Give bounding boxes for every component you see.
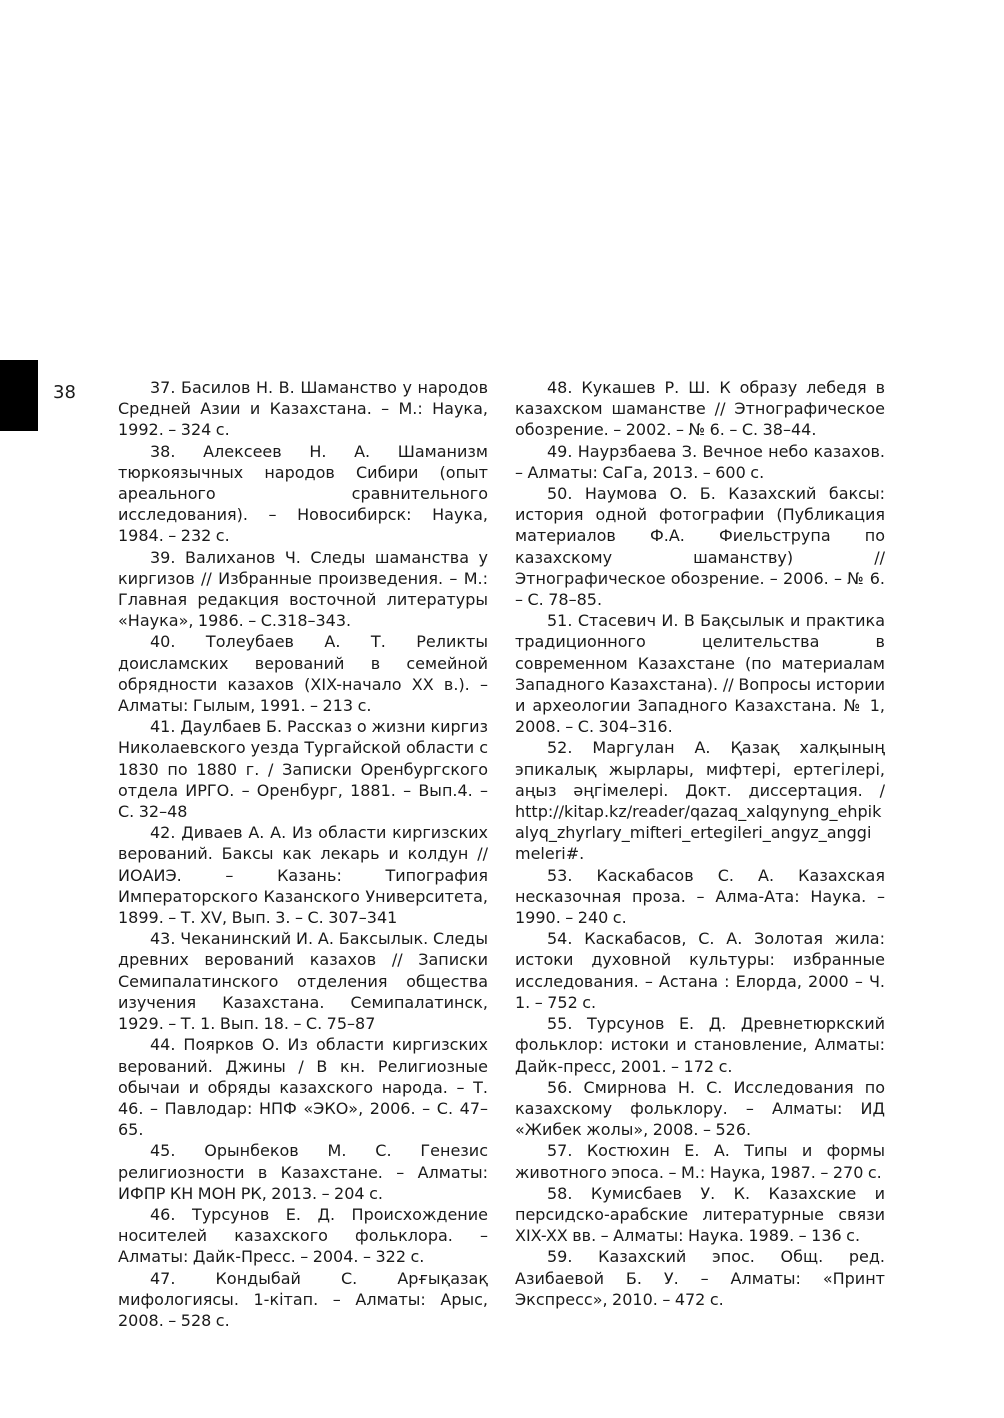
- reference-item: 39. Валиханов Ч. Следы шаманства у киргизов // Избранные произведения. – М.: Главная редакция восточной литературы «Наука», 1986. – С.318–343.: [118, 547, 488, 631]
- reference-item: 37. Басилов Н. В. Шаманство у народов Средней Азии и Казахстана. – М.: Наука, 1992. – 324 с.: [118, 378, 488, 440]
- reference-item: 46. Турсунов Е. Д. Происхождение носителей казахского фольклора. – Алматы: Дайк-Пресс. – 2004. – 322 с.: [118, 1204, 488, 1267]
- reference-item: 51. Стасевич И. В Бақсылык и практика традиционного целительства в современном Казахстане (по материалам Западного Казахстана). // Вопросы истории и археологии Западного Казахстана. № 1, 2008. – С. 304–316.: [515, 611, 885, 737]
- reference-item: 43. Чеканинский И. А. Баксылык. Следы древних верований казахов // Записки Семипалатинского отделения общества изучения Казахстана. Семипалатинск, 1929. – Т. 1. Вып. 18. – С. 75–87: [118, 929, 488, 1034]
- references-left-column: [118, 377, 488, 1331]
- reference-item: 53. Каскабасов С. А. Казахская несказочная проза. – Алма-Ата: Наука. – 1990. – 240 с.: [515, 865, 885, 928]
- reference-item: 59. Казахский эпос. Общ. ред. Азибаевой Б. У. – Алматы: «Принт Экспресс», 2010. – 472 с.: [515, 1247, 885, 1309]
- page-number: 38: [53, 382, 76, 403]
- references-right-column: [515, 377, 885, 1310]
- reference-item: 52. Маргулан А. Қазақ халқының эпикалық жырлары, мифтері, ертегілері, аңыз әңгімелері. Докт. диссертация. / http://kitap.kz/reader/qazaq_xalqynyng_ehpikalyq_zhyrlary_mifteri_ertegileri_angyz_anggimeleri#.: [515, 738, 885, 864]
- reference-item: 56. Смирнова Н. С. Исследования по казахскому фольклору. – Алматы: ИД «Жибек жолы», 2008. – 526.: [515, 1077, 885, 1140]
- reference-item: 42. Диваев А. А. Из области киргизских верований. Баксы как лекарь и колдун // ИОАИЭ. – Казань: Типография Императорского Казанского Университета, 1899. – Т. XV, Вып. 3. – С. 307–341: [118, 823, 488, 928]
- reference-item: 54. Каскабасов, С. А. Золотая жила: истоки духовной культуры: избранные исследования. – Астана : Елорда, 2000 – Ч. 1. – 752 с.: [515, 929, 885, 1012]
- reference-item: 58. Кумисбаев У. К. Казахские и персидско-арабские литературные связи XIX-XX вв. – Алматы: Наука. 1989. – 136 с.: [515, 1183, 885, 1246]
- reference-item: 57. Костюхин Е. А. Типы и формы животного эпоса. – М.: Наука, 1987. – 270 с.: [515, 1141, 885, 1182]
- reference-item: 49. Наурзбаева З. Вечное небо казахов. – Алматы: СаГа, 2013. – 600 с.: [515, 441, 885, 482]
- reference-item: 48. Кукашев Р. Ш. К образу лебедя в казахском шаманстве // Этнографическое обозрение. – 2002. – № 6. – С. 38–44.: [515, 378, 885, 440]
- reference-item: 38. Алексеев Н. А. Шаманизм тюркоязычных народов Сибири (опыт ареального сравнительного исследования). – Новосибирск: Наука, 1984. – 232 с.: [118, 441, 488, 546]
- page-thumb-tab: [0, 360, 38, 431]
- reference-item: 41. Даулбаев Б. Рассказ о жизни киргиз Николаевского уезда Тургайской области с 1830 по 1880 г. / Записки Оренбургского отдела ИРГО. – Оренбург, 1881. – Вып.4. – С. 32–48: [118, 717, 488, 822]
- reference-item: 47. Кондыбай С. Арғықазақ мифологиясы. 1-кітап. – Алматы: Арыс, 2008. – 528 с.: [118, 1268, 488, 1330]
- reference-item: 44. Поярков О. Из области киргизских верований. Джины / В кн. Религиозные обычаи и обряды казахского народа. – Т. 46. – Павлодар: НПФ «ЭКО», 2006. – С. 47–65.: [118, 1035, 488, 1140]
- reference-item: 45. Орынбеков М. С. Генезис религиозности в Казахстане. – Алматы: ИФПР КН МОН РК, 2013. – 204 с.: [118, 1141, 488, 1203]
- reference-item: 50. Наумова О. Б. Казахский баксы: история одной фотографии (Публикация материалов Ф.А. Фиельструпа по казахскому шаманству) // Этнографическое обозрение. – 2006. – № 6. – С. 78–85.: [515, 484, 885, 610]
- reference-item: 55. Турсунов Е. Д. Древнетюркский фольклор: истоки и становление, Алматы: Дайк-пресс, 2001. – 172 с.: [515, 1014, 885, 1076]
- reference-item: 40. Толеубаев А. Т. Реликты доисламских верований в семейной обрядности казахов (XIX-начало XX в.). – Алматы: Гылым, 1991. – 213 с.: [118, 632, 488, 716]
